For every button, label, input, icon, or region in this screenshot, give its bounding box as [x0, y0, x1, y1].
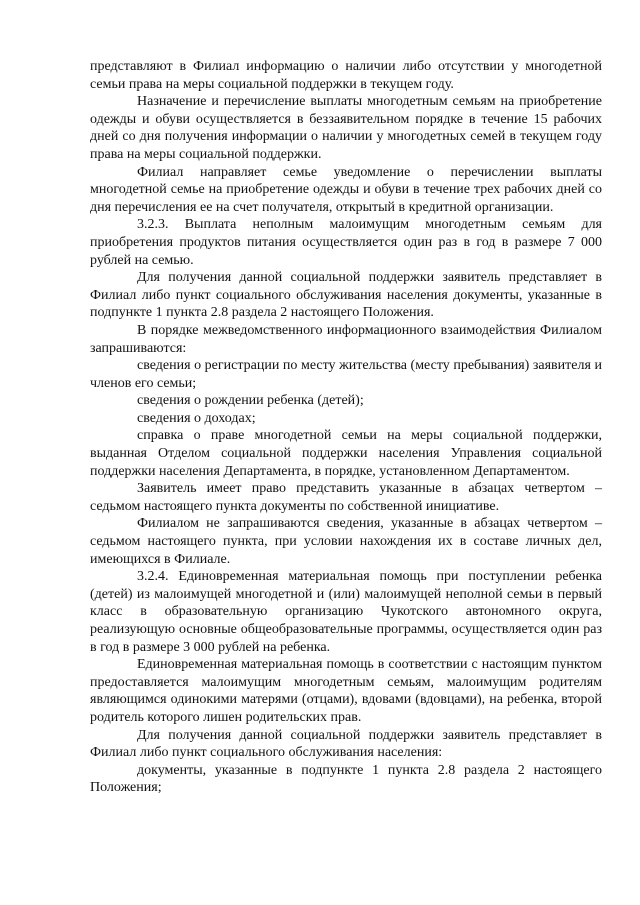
paragraph-2: Назначение и перечисление выплаты многодетным семьям на приобретение одежды и обуви осуществляется в беззаявительном порядке в течение 15 рабочих дней со дня получения информации о наличии у многодетных семей в текущем году права на меры социальной поддержки.	[90, 94, 602, 162]
paragraph-13: 3.2.4. Единовременная материальная помощь при поступлении ребенка (детей) из малоимущей многодетной и (или) малоимущей неполной семьи в первый класс в образовательную организацию Чукотского автономного округа, реализующую основные общеобразовательные программы, осуществляется один раз в год в размере 3 000 рублей на ребенка.	[90, 569, 602, 655]
paragraph-9: сведения о доходах;	[137, 410, 256, 426]
document-page	[90, 58, 602, 797]
paragraph-16: документы, указанные в подпункте 1 пункта 2.8 раздела 2 настоящего Положения;	[90, 762, 602, 796]
paragraph-14: Единовременная материальная помощь в соответствии с настоящим пунктом предоставляется малоимущим многодетным семьям, малоимущим родителям являющимся одинокими матерями (отцами), вдовами (вдовцами), на ребенка, второй родитель которого лишен родительских прав.	[90, 657, 602, 725]
paragraph-3: Филиал направляет семье уведомление о перечислении выплаты многодетной семье на приобретение одежды и обуви в течение трех рабочих дней со дня перечисления ее на счет получателя, открытый в кредитной организации.	[90, 164, 602, 215]
paragraph-4: 3.2.3. Выплата неполным малоимущим многодетным семьям для приобретения продуктов питания осуществляется один раз в год в размере 7 000 рублей на семью.	[90, 217, 602, 268]
paragraph-6: В порядке межведомственного информационного взаимодействия Филиалом запрашиваются:	[90, 322, 602, 356]
paragraph-7: сведения о регистрации по месту жительства (месту пребывания) заявителя и членов его семьи;	[90, 358, 602, 391]
paragraph-15: Для получения данной социальной поддержки заявитель представляет в Филиал либо пункт социального обслуживания населения:	[90, 727, 602, 761]
paragraph-5: Для получения данной социальной поддержки заявитель представляет в Филиал либо пункт социального обслуживания населения документы, указанные в подпункте 1 пункта 2.8 раздела 2 настоящего Положения.	[90, 270, 602, 321]
paragraph-11: Заявитель имеет право представить указанные в абзацах четвертом – седьмом настоящего пункта документы по собственной инициативе.	[90, 481, 602, 514]
paragraph-10: справка о праве многодетной семьи на меры социальной поддержки, выданная Отделом социальной поддержки населения Управления социальной поддержки населения Департамента, в порядке, установленном Департаментом.	[90, 428, 602, 479]
paragraph-12: Филиалом не запрашиваются сведения, указанные в абзацах четвертом – седьмом настоящего пункта, при условии нахождения их в составе личных дел, имеющихся в Филиале.	[90, 516, 602, 567]
paragraph-8: сведения о рождении ребенка (детей);	[137, 393, 364, 409]
paragraph-1: представляют в Филиал информацию о наличии либо отсутствии у многодетной семьи права на меры социальной поддержки в текущем году.	[90, 59, 602, 92]
